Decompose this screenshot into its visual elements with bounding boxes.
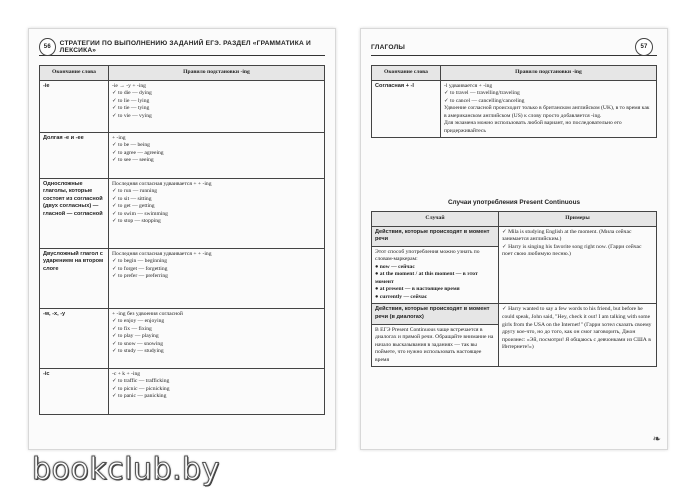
right-page-header xyxy=(371,39,657,56)
case-description: Этот способ употребления можно узнать по словам-маркерам: xyxy=(375,248,480,263)
column-header: Случай xyxy=(372,212,499,227)
page-number: 56 xyxy=(39,38,56,56)
present-continuous-table xyxy=(371,211,657,367)
marker: ● now — сейчас xyxy=(375,263,415,270)
case-title: Действия, которые происходят в момент речи xyxy=(372,227,498,247)
example: ✓ to swim — swimming xyxy=(112,210,168,217)
rule-text: -c + k + -ing xyxy=(112,370,141,377)
example: ✓ to forget — forgetting xyxy=(112,265,168,272)
example: ✓ to begin — beginning xyxy=(112,258,168,265)
right-page xyxy=(360,28,668,450)
note: Для экзамена можно использовать любой вариант, но последовательно его придерживайтесь xyxy=(444,120,622,134)
case-cell xyxy=(372,304,499,367)
rule-text: -l удваивается + -ing xyxy=(444,82,493,89)
ending-cell: -w, -x, -y xyxy=(40,308,109,368)
watermark: bookclub.by xyxy=(32,452,220,487)
example: ✓ to stop — stopping xyxy=(112,218,161,225)
example: ✓ to study — studying xyxy=(112,348,164,355)
table-row xyxy=(40,132,325,178)
table-row xyxy=(372,80,657,138)
rule-cell xyxy=(109,308,325,368)
column-header: Правило подстановки -ing xyxy=(109,66,325,81)
example: ✓ to picnic — picnicking xyxy=(112,385,170,392)
rule-text: + -ing без удвоения согласной xyxy=(112,310,183,317)
example: ✓ Harry is singing his favorite song right now. (Гарри сейчас поет свою любимую песню.) xyxy=(502,243,642,258)
rule-cell xyxy=(109,132,325,178)
rule-cell xyxy=(109,80,325,132)
example: ✓ to prefer — preferring xyxy=(112,273,168,280)
ending-cell: Долгая -e и -ee xyxy=(40,132,109,178)
ing-rules-table xyxy=(39,65,325,415)
ending-cell: -ie xyxy=(40,80,109,132)
case-title: Действия, которые происходят в момент речи (в диалогах) xyxy=(372,304,498,324)
ending-cell: Односложные глаголы, которые состоят из согласной (двух согласных) — гласной — согласной xyxy=(40,178,109,248)
table-row xyxy=(40,178,325,248)
example: ✓ to enjoy — enjoying xyxy=(112,318,165,325)
example: ✓ to panic — panicking xyxy=(112,393,167,400)
example: ✓ to agree — agreeing xyxy=(112,149,164,156)
example: ✓ to play — playing xyxy=(112,333,159,340)
example: ✓ to snow — snowing xyxy=(112,340,163,347)
ending-cell: Согласная + -l xyxy=(372,80,441,138)
table-row xyxy=(40,80,325,132)
example: ✓ to tie — tying xyxy=(112,105,150,112)
section-title: Случаи употребления Present Continuous xyxy=(447,199,581,206)
example: ✓ to get — getting xyxy=(112,203,155,210)
case-description: В ЕГЭ Present Continuous чаще встречается в диалогах и прямой речи. Обращайте внимание на начало высказывания в заданиях — так вы поймете, что нужно использовать настоящее время xyxy=(375,326,494,363)
case-cell xyxy=(372,226,499,304)
example: ✓ to cancel — cancelling/canceling xyxy=(444,97,525,104)
column-header: Окончание слова xyxy=(40,66,109,81)
ing-rules-table-continued xyxy=(371,65,657,138)
rule-text: Последняя согласная удваивается + + -ing xyxy=(112,250,212,257)
rule-text: + -ing xyxy=(112,134,126,141)
rule-text: Последняя согласная удваивается + + -ing xyxy=(112,180,212,187)
example: ✓ Mila is studying English at the moment. (Мила сейчас занимается английским.) xyxy=(502,228,632,243)
table-row xyxy=(40,248,325,308)
example: ✓ to travel — travelling/traveling xyxy=(444,90,520,97)
example: ✓ to see — seeing xyxy=(112,157,154,164)
example: ✓ to sit — sitting xyxy=(112,195,152,202)
table-row xyxy=(40,368,325,414)
rule-cell xyxy=(109,248,325,308)
example: ✓ to die — dying xyxy=(112,90,152,97)
running-title: СТРАТЕГИИ ПО ВЫПОЛНЕНИЮ ЗАДАНИЙ ЕГЭ. РАЗДЕЛ «ГРАММАТИКА И ЛЕКСИКА» xyxy=(59,40,311,54)
examples-cell xyxy=(499,226,657,304)
note: Удвоение согласной происходит только в британском английском (UK), в то время как в американском английском (US) к слову просто добавляется -ing. xyxy=(444,105,650,119)
table-row xyxy=(372,304,657,367)
example: ✓ to run — running xyxy=(112,188,158,195)
example: ✓ to fix — fixing xyxy=(112,325,152,332)
example: ✓ Harry wanted to say a few words to his friend, but before he could speak, John said, "Hey, check it out! I am talking with some girls from the USA on the Internet!" (Гарри хотел сказать своему другу кое-что, но до того, как он смог заговорить, Джон произнес: «Эй, посмотри! Я общаюсь с девчонками из США в Интернете!») xyxy=(502,306,652,351)
rule-cell xyxy=(109,368,325,414)
example: ✓ to be — being xyxy=(112,142,150,149)
table-row xyxy=(372,226,657,304)
rule-cell xyxy=(441,80,657,138)
ending-cell: Двусложный глагол с ударением на втором слоге xyxy=(40,248,109,308)
column-header: Примеры xyxy=(499,212,657,227)
marker: ● currently — сейчас xyxy=(375,293,428,300)
page-number: 57 xyxy=(635,38,653,56)
ending-cell: -ic xyxy=(40,368,109,414)
column-header: Окончание слова xyxy=(372,66,441,81)
rule-text: -ie → -y + -ing xyxy=(112,82,146,89)
example: ✓ to lie — lying xyxy=(112,97,150,104)
marker: ● at the moment / at this moment — в этот момент xyxy=(375,271,478,285)
examples-cell xyxy=(499,304,657,367)
example: ✓ to traffic — trafficking xyxy=(112,378,170,385)
column-header: Правило подстановки -ing xyxy=(441,66,657,81)
running-title: ГЛАГОЛЫ xyxy=(371,43,406,51)
example: ✓ to vie — vying xyxy=(112,112,152,119)
rule-cell xyxy=(109,178,325,248)
paw-icon: ❧ xyxy=(652,434,661,445)
table-row xyxy=(40,308,325,368)
marker: ● at present — в настоящее время xyxy=(375,286,460,293)
left-page-header xyxy=(39,39,325,56)
left-page xyxy=(28,28,336,450)
